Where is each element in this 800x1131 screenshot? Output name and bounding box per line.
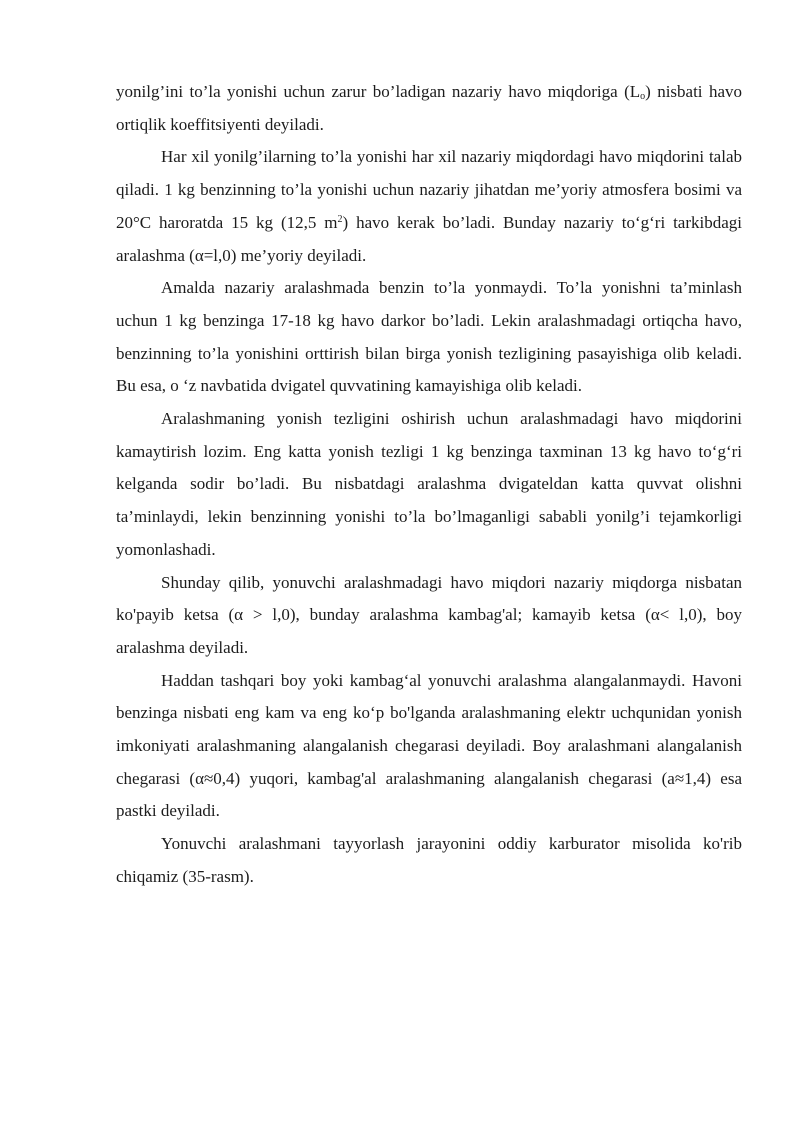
paragraph-text: ) nisbati havo ortiqlik koeffitsiyenti deyiladi. [116, 82, 742, 134]
paragraph-burn-speed: Aralashmaning yonish tezligini oshirish uchun aralashmadagi havo miqdorini kamaytirish lozim. Eng katta yonish tezligi 1 kg benzinga taxminan 13 kg havo to‘g‘ri kelganda sodir bo’ladi. Bu nisbatdagi aralashma dvigateldan katta quvvat olishni ta’minlaydi, lekin benzinning yonishi to’la bo’lmaganligi sababli yonilg’i tejamkorligi yomonlashadi. [116, 409, 742, 559]
document-page [116, 76, 742, 894]
paragraph-rich-lean: Shunday qilib, yonuvchi aralashmadagi havo miqdori nazariy miqdorga nisbatan ko'payib ketsa (α > l,0), bunday aralashma kambag'al; kamayib ketsa (α< l,0), boy aralashma deyiladi. [116, 572, 742, 657]
paragraph-ignition-limits: Haddan tashqari boy yoki kambag‘al yonuvchi aralashma alangalanmaydi. Havoni benzinga nisbati eng kam va eng ko‘p bo'lganda aralashmaning elektr uchqunidan yonish imkoniyati aralashmaning alangalanish chegarasi deyiladi. Boy aralashmani alangalanish chegarasi (α≈0,4) yuqori, kambag'al aralashmaning alangalanish chegarasi (a≈1,4) esa pastki deyiladi. [116, 670, 742, 821]
superscript: 2 [337, 213, 343, 225]
paragraph-continuation [116, 76, 742, 141]
paragraph-text: ) havo kerak bo’ladi. Bunday nazariy to‘g‘ri tarkibdagi aralashma (α=l,0) me’yoriy deyiladi. [116, 212, 743, 265]
paragraph-carburetor-intro: Yonuvchi aralashmani tayyorlash jarayonini oddiy karburator misolida ko'rib chiqamiz (35-rasm). [116, 834, 742, 886]
subscript: o [640, 91, 646, 102]
paragraph-text: Har xil yonilg’ilarning to’la yonishi har xil nazariy miqdordagi havo miqdorini talab qiladi. 1 kg benzinning to’la yonishi uchun nazariy jihatdan me’yoriy atmosfera bosimi va 20°C haroratda 15 kg (12,5 m [116, 147, 742, 232]
paragraph-text: yonilg’ini to’la yonishi uchun zarur bo’ladigan nazariy havo miqdoriga (L [116, 82, 641, 101]
paragraph-air-requirement [116, 141, 742, 272]
paragraph-excess-air: Amalda nazariy aralashmada benzin to’la yonmaydi. To’la yonishni ta’minlash uchun 1 kg benzinga 17-18 kg havo darkor bo’ladi. Lekin aralashmadagi ortiqcha havo, benzinning to’la yonishini orttirish bilan birga yonish tezligining pasayishiga olib keladi. Bu esa, o ‘z navbatida dvigatel quvvatining kamayishiga olib keladi. [116, 278, 742, 396]
